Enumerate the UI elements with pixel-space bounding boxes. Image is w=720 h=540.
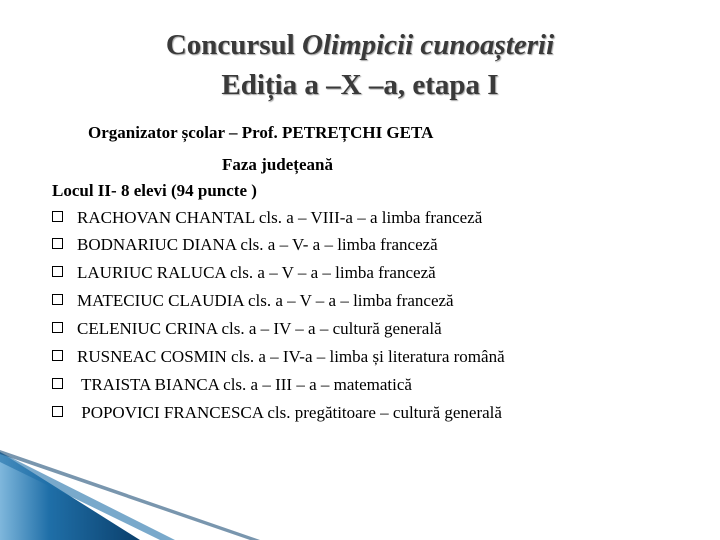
- list-item: [52, 290, 454, 312]
- student-text: LAURIUC RALUCA cls. a – V – a – limba franceză: [77, 263, 436, 282]
- title-prefix: Concursul: [165, 29, 302, 61]
- place-line: Locul II- 8 elevi (94 puncte ): [52, 181, 257, 200]
- phase-line: Faza județeană: [222, 155, 333, 174]
- list-item: [52, 262, 436, 284]
- list-item: [52, 346, 505, 368]
- student-text: TRAISTA BIANCA cls. a – III – a – matematică: [77, 375, 412, 394]
- student-text: BODNARIUC DIANA cls. a – V- a – limba franceză: [77, 235, 438, 254]
- student-text: RACHOVAN CHANTAL cls. a – VIII-a – a limba franceză: [77, 208, 483, 227]
- page-title: [0, 28, 720, 62]
- checkbox-bullet-icon: [52, 294, 63, 305]
- list-item: [52, 234, 438, 256]
- list-item: [52, 318, 442, 340]
- organizer-line: Organizator școlar – Prof. PETREȚCHI GETA: [88, 123, 434, 142]
- page-subtitle: Ediția a –X –a, etapa I: [221, 69, 499, 101]
- list-item: [52, 402, 502, 424]
- checkbox-bullet-icon: [52, 266, 63, 277]
- student-text: POPOVICI FRANCESCA cls. pregătitoare – cultură generală: [77, 403, 502, 422]
- checkbox-bullet-icon: [52, 322, 63, 333]
- student-text: CELENIUC CRINA cls. a – IV – a – cultură generală: [77, 319, 442, 338]
- checkbox-bullet-icon: [52, 406, 63, 417]
- checkbox-bullet-icon: [52, 238, 63, 249]
- student-text: MATECIUC CLAUDIA cls. a – V – a – limba franceză: [77, 291, 454, 310]
- checkbox-bullet-icon: [52, 350, 63, 361]
- title-italic: Olimpicii cunoașterii: [302, 29, 555, 61]
- student-text: RUSNEAC COSMIN cls. a – IV-a – limba și literatura română: [77, 347, 505, 366]
- decorative-swoosh: [0, 450, 720, 540]
- list-item: [52, 374, 412, 396]
- checkbox-bullet-icon: [52, 211, 63, 222]
- checkbox-bullet-icon: [52, 378, 63, 389]
- list-item: [52, 207, 482, 229]
